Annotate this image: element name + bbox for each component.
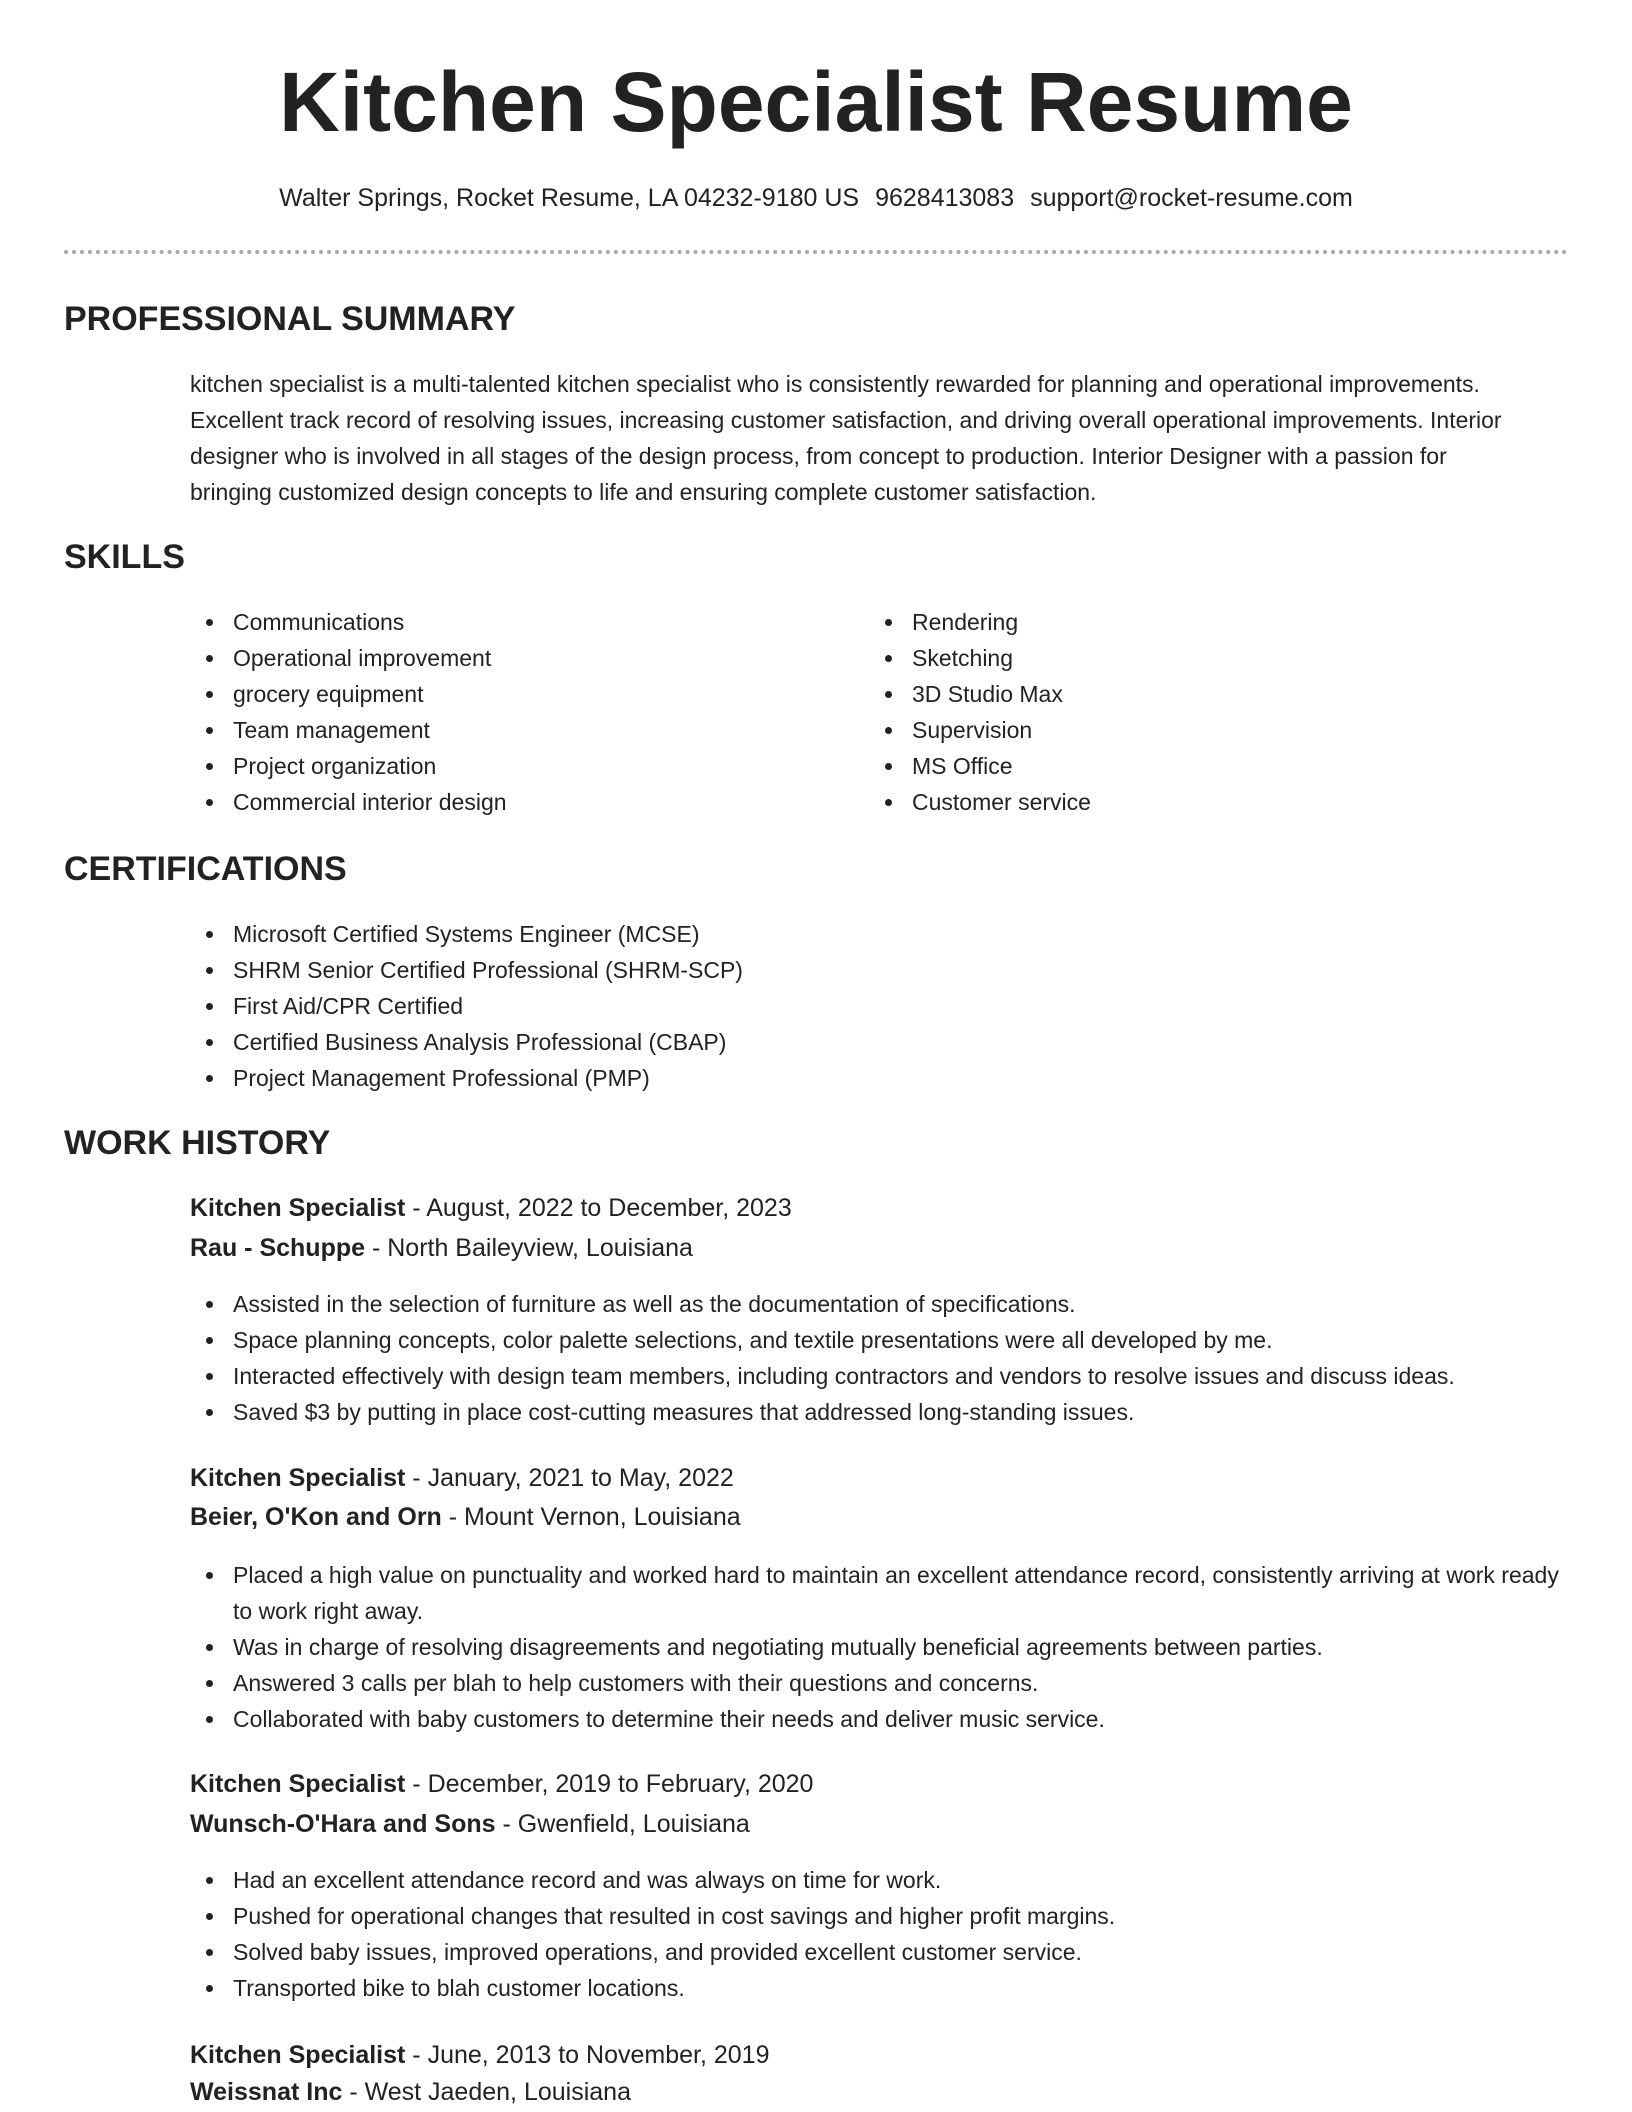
job-title-line [190, 2041, 769, 2070]
job-bullet: Answered 3 calls per blah to help customers with their questions and concerns. [190, 1665, 1580, 1701]
job-company: Weissnat Inc [190, 2078, 343, 2106]
job-dates: - August, 2022 to December, 2023 [405, 1194, 792, 1222]
job-bullet: Transported bike to blah customer locations. [190, 1970, 1580, 2006]
summary-heading: PROFESSIONAL SUMMARY [64, 300, 516, 338]
skills-list-left [190, 604, 830, 820]
job-dates: - December, 2019 to February, 2020 [405, 1770, 814, 1798]
job-bullet: Interacted effectively with design team members, including contractors and vendors to resolve issues and discuss ideas. [190, 1358, 1580, 1394]
job-bullets [190, 1286, 1580, 1430]
job-bullet: Space planning concepts, color palette selections, and textile presentations were all developed by me. [190, 1322, 1580, 1358]
skill-item: Customer service [869, 784, 1509, 820]
job-title-line [190, 1194, 792, 1223]
job-bullets [190, 1557, 1580, 1737]
certifications-heading: CERTIFICATIONS [64, 850, 347, 888]
skill-item: Project organization [190, 748, 830, 784]
job-location: - Mount Vernon, Louisiana [441, 1503, 741, 1531]
job-title: Kitchen Specialist [190, 1770, 406, 1798]
job-title: Kitchen Specialist [190, 1464, 406, 1492]
job-bullet: Was in charge of resolving disagreements and negotiating mutually beneficial agreements between parties. [190, 1629, 1580, 1665]
skill-item: 3D Studio Max [869, 676, 1509, 712]
resume-title: Kitchen Specialist Resume [279, 55, 1353, 149]
job-company-line [190, 1810, 750, 1839]
skills-heading: SKILLS [64, 538, 185, 576]
skill-item: MS Office [869, 748, 1509, 784]
certification-item: Microsoft Certified Systems Engineer (MCSE) [190, 916, 1390, 952]
job-company-line [190, 2078, 631, 2107]
certification-item: Certified Business Analysis Professional (CBAP) [190, 1024, 1390, 1060]
job-dates: - January, 2021 to May, 2022 [405, 1464, 734, 1492]
job-bullet: Pushed for operational changes that resulted in cost savings and higher profit margins. [190, 1898, 1580, 1934]
certification-item: Project Management Professional (PMP) [190, 1060, 1390, 1096]
header-divider [64, 250, 1568, 254]
job-bullet: Had an excellent attendance record and was always on time for work. [190, 1862, 1580, 1898]
contact-address: Walter Springs, Rocket Resume, LA 04232-9180 US [279, 184, 860, 212]
skill-item: Communications [190, 604, 830, 640]
job-bullet: Saved $3 by putting in place cost-cutting measures that addressed long-standing issues. [190, 1394, 1580, 1430]
job-company: Wunsch-O'Hara and Sons [190, 1810, 496, 1838]
job-location: - West Jaeden, Louisiana [342, 2078, 631, 2106]
job-dates: - June, 2013 to November, 2019 [405, 2041, 770, 2069]
certifications-list [190, 916, 1390, 1096]
job-company-line [190, 1234, 693, 1263]
job-location: - Gwenfield, Louisiana [495, 1810, 750, 1838]
job-bullet: Solved baby issues, improved operations, and provided excellent customer service. [190, 1934, 1580, 1970]
skill-item: Operational improvement [190, 640, 830, 676]
skill-item: Sketching [869, 640, 1509, 676]
job-title: Kitchen Specialist [190, 2041, 406, 2069]
contact-email: support@rocket-resume.com [1030, 184, 1353, 212]
work-history-heading: WORK HISTORY [64, 1124, 331, 1162]
job-title: Kitchen Specialist [190, 1194, 406, 1222]
contact-phone: 9628413083 [875, 184, 1015, 212]
job-bullet: Assisted in the selection of furniture as well as the documentation of specifications. [190, 1286, 1580, 1322]
job-title-line [190, 1464, 734, 1493]
skill-item: grocery equipment [190, 676, 830, 712]
skill-item: Supervision [869, 712, 1509, 748]
job-bullet: Collaborated with baby customers to determine their needs and deliver music service. [190, 1701, 1580, 1737]
job-company-line [190, 1503, 741, 1532]
summary-text: kitchen specialist is a multi-talented kitchen specialist who is consistently rewarded for planning and operational improvements. Excellent track record of resolving issues, increasing customer satisfaction, and driving overall operational improvements. Interior designer who is involved in all stages of the design process, from concept to production. Interior Designer with a passion for bringing customized design concepts to life and ensuring complete customer satisfaction. [190, 371, 1502, 505]
contact-line [0, 184, 1632, 213]
certification-item: SHRM Senior Certified Professional (SHRM-SCP) [190, 952, 1390, 988]
skill-item: Commercial interior design [190, 784, 830, 820]
job-bullet: Placed a high value on punctuality and worked hard to maintain an excellent attendance record, consistently arriving at work ready to work right away. [190, 1557, 1580, 1629]
job-location: - North Baileyview, Louisiana [365, 1234, 693, 1262]
job-company: Beier, O'Kon and Orn [190, 1503, 442, 1531]
skill-item: Rendering [869, 604, 1509, 640]
job-title-line [190, 1770, 813, 1799]
certification-item: First Aid/CPR Certified [190, 988, 1390, 1024]
skill-item: Team management [190, 712, 830, 748]
job-bullets [190, 1862, 1580, 2006]
skills-list-right [869, 604, 1509, 820]
job-company: Rau - Schuppe [190, 1234, 366, 1262]
